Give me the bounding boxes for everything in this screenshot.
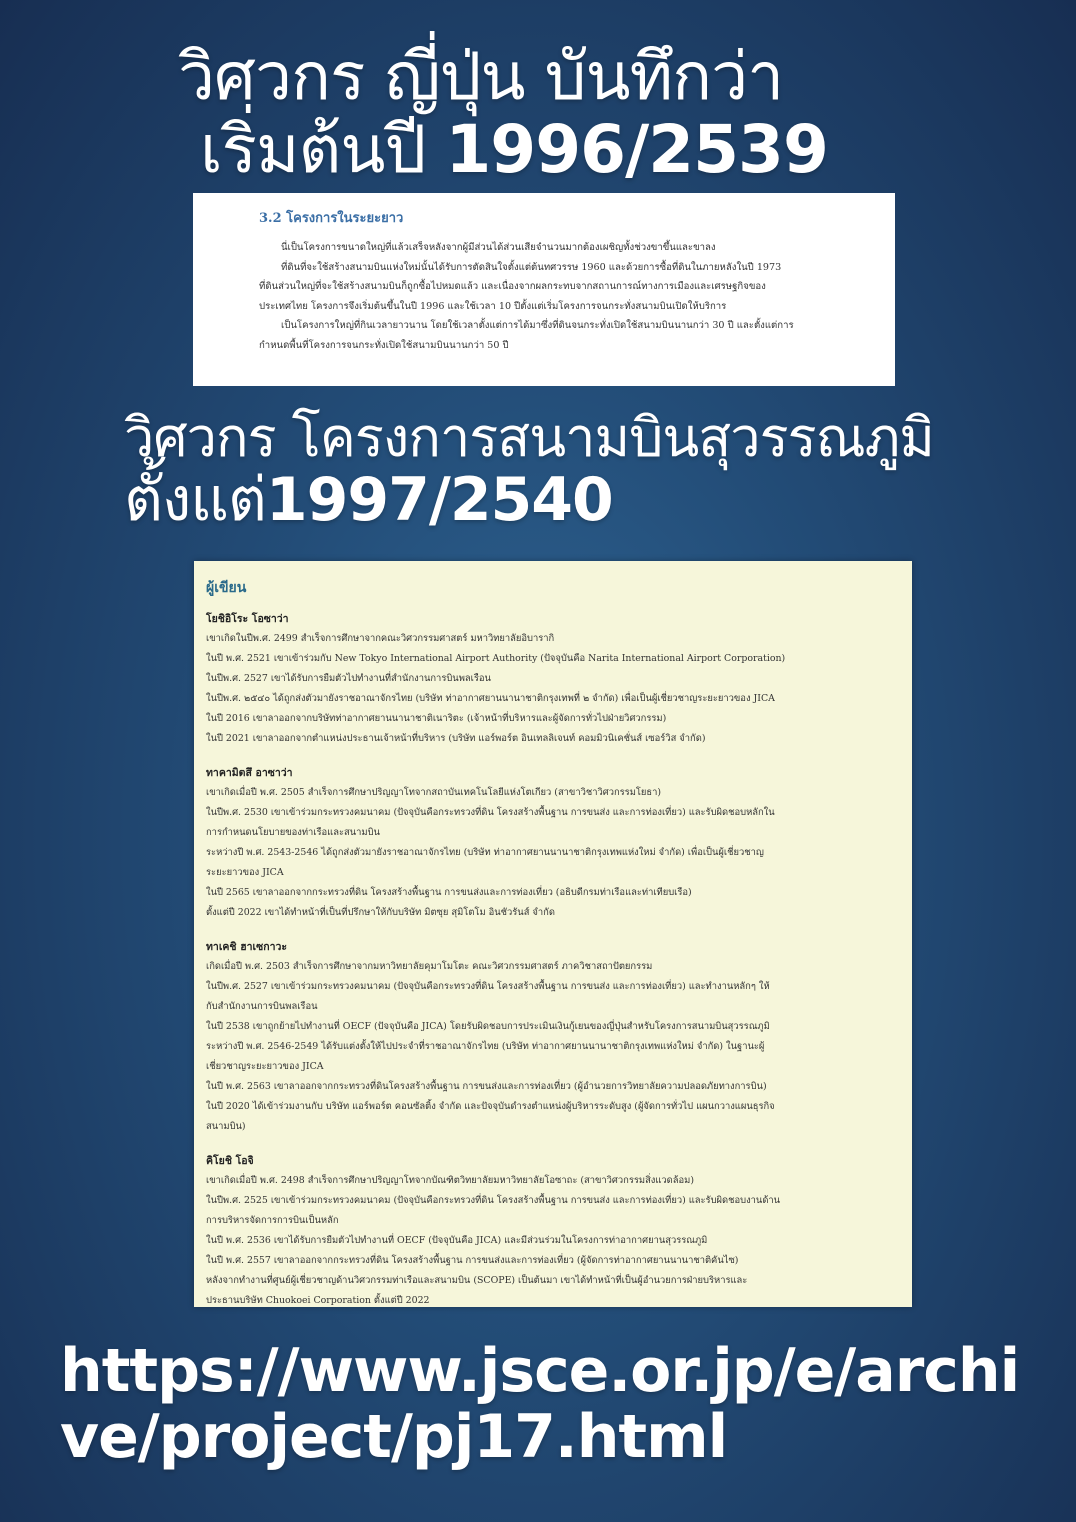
author-block: [206, 1151, 902, 1311]
excerpt-line: ที่ดินส่วนใหญ่ที่จะใช้สร้างสนามบินก็ถูกซื้อไปหมดแล้ว และเนื่องจากผลกระทบจากสถานการณ์ทางการเมืองและเศรษฐกิจของ: [259, 281, 766, 292]
excerpt-section-title: 3.2 โครงการในระยะยาว: [259, 211, 404, 226]
author-bio-line: เชี่ยวชาญระยะยาวของ JICA: [206, 1061, 324, 1072]
author-bio-line: ในปี 2020 ได้เข้าร่วมงานกับ บริษัท แอร์พอร์ต คอนซัลติ้ง จำกัด และปัจจุบันดำรงตำแหน่งผู้บริหารระดับสูง (ผู้จัดการทั่วไป แผนกวางแผนธุรกิจ: [206, 1101, 775, 1112]
author-bio-line: ระหว่างปี พ.ศ. 2543-2546 ได้ถูกส่งตัวมายังราชอาณาจักรไทย (บริษัท ท่าอากาศยานนานาชาติกรุงเทพแห่งใหม่ จำกัด) เพื่อเป็นผู้เชี่ยวชาญ: [206, 847, 764, 858]
author-bio-line: ในปีพ.ศ. 2530 เขาเข้าร่วมกระทรวงคมนาคม (ปัจจุบันคือกระทรวงที่ดิน โครงสร้างพื้นฐาน การขนส่ง และการท่องเที่ยว) และรับผิดชอบหลักใน: [206, 807, 775, 818]
author-name: คิโยชิ โอจิ: [206, 1155, 254, 1167]
excerpt-line: กำหนดพื้นที่โครงการจนกระทั่งเปิดใช้สนามบินนานกว่า 50 ปี: [259, 339, 509, 351]
excerpt-line: เป็นโครงการใหญ่ที่กินเวลายาวนาน โดยใช้เวลาตั้งแต่การได้มาซึ่งที่ดินจนกระทั่งเปิดใช้สนามบินนานกว่า 30 ปี และตั้งแต่การ: [281, 320, 794, 331]
headline-suvarnabhumi-engineer: [124, 405, 934, 471]
author-bio-line: ในปี พ.ศ. 2557 เขาลาออกจากกระทรวงที่ดิน โครงสร้างพื้นฐาน การขนส่งและการท่องเที่ยว (ผู้จัดการท่าอากาศยานนานาชาติคันไซ): [206, 1255, 739, 1266]
authors-heading: ผู้เขียน: [206, 580, 247, 596]
author-bio-line: ตั้งแต่ปี 2022 เขาได้ทำหน้าที่เป็นที่ปรึกษาให้กับบริษัท มิตซุย สุมิโตโม อินชัวรันส์ จำกัด: [206, 907, 555, 918]
author-bio-line: เขาเกิดเมื่อปี พ.ศ. 2505 สำเร็จการศึกษาปริญญาโทจากสถาบันเทคโนโลยีแห่งโตเกียว (สาขาวิชาวิศวกรรมโยธา): [206, 787, 662, 798]
authors-card: [194, 561, 912, 1307]
headline-1-line-2-prefix: เริ่มต้นปี: [200, 111, 446, 188]
author-bio-line: การบริหารจัดการการบินเป็นหลัก: [206, 1215, 339, 1226]
author-bio-line: ในปี 2021 เขาลาออกจากตำแหน่งประธานเจ้าหน้าที่บริหาร (บริษัท แอร์พอร์ต อินเทลลิเจนท์ คอมมิวนิเคชั่นส์ เซอร์วิส จำกัด): [206, 733, 706, 744]
headline-1-line-1: วิศวกร ญี่ปุ่น บันทึกว่า: [178, 38, 784, 115]
author-bio-line: ในปี พ.ศ. 2563 เขาลาออกจากกระทรวงที่ดินโครงสร้างพื้นฐาน การขนส่งและการท่องเที่ยว (ผู้อำนวยการวิทยาลัยความปลอดภัยทางการบิน): [206, 1081, 767, 1092]
author-bio-line: ประธานบริษัท Chuokoei Corporation ตั้งแต่ปี 2022: [206, 1295, 430, 1306]
author-name: โยชิอิโระ โอซาว่า: [206, 613, 289, 625]
headline-2-line-1: วิศวกร โครงการสนามบินสุวรรณภูมิ: [124, 406, 934, 469]
excerpt-line: ประเทศไทย โครงการจึงเริ่มต้นขึ้นในปี 1996 และใช้เวลา 10 ปีตั้งแต่เริ่มโครงการจนกระทั่งสนามบินเปิดให้บริการ: [259, 300, 727, 312]
author-bio-line: เกิดเมื่อปี พ.ศ. 2503 สำเร็จการศึกษาจากมหาวิทยาลัยคุมาโมโตะ คณะวิศวกรรมศาสตร์ ภาควิชาสถาปัตยกรรม: [206, 961, 653, 972]
headline-since-year: [124, 465, 613, 535]
author-bio-line: ในปีพ.ศ. 2525 เขาเข้าร่วมกระทรวงคมนาคม (ปัจจุบันคือกระทรวงที่ดิน โครงสร้างพื้นฐาน การขนส่ง และการท่องเที่ยว) และรับผิดชอบงานด้าน: [206, 1195, 781, 1206]
author-bio-line: ในปี 2016 เขาลาออกจากบริษัทท่าอากาศยานนานาชาติเนาริตะ (เจ้าหน้าที่บริหารและผู้จัดการทั่วไปฝ่ายวิศวกรรม): [206, 713, 667, 724]
author-bio-line: ในปีพ.ศ. 2527 เขาได้รับการยืมตัวไปทำงานที่สำนักงานการบินพลเรือน: [206, 673, 491, 684]
author-block: [206, 937, 902, 1137]
author-bio-line: เขาเกิดเมื่อปี พ.ศ. 2498 สำเร็จการศึกษาปริญญาโทจากบัณฑิตวิทยาลัยมหาวิทยาลัยโอซาถะ (สาขาวิศวกรรมสิ่งแวดล้อม): [206, 1175, 694, 1186]
author-bio-line: ในปีพ.ศ. 2527 เขาเข้าร่วมกระทรวงคมนาคม (ปัจจุบันคือกระทรวงที่ดิน โครงสร้างพื้นฐาน การขนส่ง และการท่องเที่ยว) และทำงานหลักๆ ให้: [206, 981, 770, 992]
author-name: ทาคามิตสึ อาซาว่า: [206, 767, 293, 779]
source-url-line-1: https://www.jsce.or.jp/e/archi: [60, 1336, 1020, 1406]
headline-1-year: 1996/2539: [445, 111, 828, 188]
headline-2-line-2-prefix: ตั้งแต่: [124, 465, 266, 535]
author-bio-line: ระหว่างปี พ.ศ. 2546-2549 ได้รับแต่งตั้งให้ไปประจำที่ราชอาณาจักรไทย (บริษัท ท่าอากาศยานนานาชาติกรุงเทพแห่งใหม่ จำกัด) ในฐานะผู้: [206, 1041, 765, 1052]
author-bio-line: สนามบิน): [206, 1121, 246, 1132]
author-bio-line: การกำหนดนโยบายของท่าเรือและสนามบิน: [206, 827, 380, 838]
author-bio-line: กับสำนักงานการบินพลเรือน: [206, 1001, 318, 1012]
excerpt-line: นี่เป็นโครงการขนาดใหญ่ที่แล้วเสร็จหลังจากผู้มีส่วนได้ส่วนเสียจำนวนมากต้องเผชิญทั้งช่วงขาขึ้นและขาลง: [281, 242, 716, 253]
author-block: [206, 763, 902, 923]
source-url-line-2: ve/project/pj17.html: [60, 1402, 728, 1472]
headline-japanese-engineer: [178, 40, 783, 114]
author-block: [206, 609, 902, 749]
author-bio-line: ระยะยาวของ JICA: [206, 867, 284, 878]
author-bio-line: เขาเกิดในปีพ.ศ. 2499 สำเร็จการศึกษาจากคณะวิศวกรรมศาสตร์ มหาวิทยาลัยอิบารากิ: [206, 633, 555, 644]
headline-start-year: [200, 112, 828, 188]
author-bio-line: ในปี 2565 เขาลาออกจากกระทรวงที่ดิน โครงสร้างพื้นฐาน การขนส่งและการท่องเที่ยว (อธิบดีกรมท่าเรือและท่าเทียบเรือ): [206, 887, 692, 898]
source-url: [60, 1338, 1040, 1470]
author-bio-line: ในปี 2538 เขาถูกย้ายไปทำงานที่ OECF (ปัจจุบันคือ JICA) โดยรับผิดชอบการประเมินเงินกู้เยนของญี่ปุ่นสำหรับโครงการสนามบินสุวรรณภูมิ: [206, 1021, 770, 1032]
author-name: ทาเคชิ ฮาเซกาวะ: [206, 941, 288, 953]
author-bio-line: หลังจากทำงานที่ศูนย์ผู้เชี่ยวชาญด้านวิศวกรรมท่าเรือและสนามบิน (SCOPE) เป็นต้นมา เขาได้ทำหน้าที่เป็นผู้อำนวยการฝ่ายบริหารและ: [206, 1275, 748, 1286]
headline-2-year: 1997/2540: [265, 465, 613, 535]
author-bio-line: ในปีพ.ศ. ๒๕๔๐ ได้ถูกส่งตัวมายังราชอาณาจักรไทย (บริษัท ท่าอากาศยานนานาชาติกรุงเทพที่ ๒ จำกัด) เพื่อเป็นผู้เชี่ยวชาญระยะยาวของ JICA: [206, 693, 775, 704]
document-excerpt-card: [193, 193, 895, 386]
author-bio-line: ในปี พ.ศ. 2521 เขาเข้าร่วมกับ New Tokyo International Airport Authority (ปัจจุบันคือ Narita International Airport Corporation): [206, 653, 786, 664]
excerpt-line: ที่ดินที่จะใช้สร้างสนามบินแห่งใหม่นั้นได้รับการตัดสินใจตั้งแต่ต้นทศวรรษ 1960 และด้วยการซื้อที่ดินในภายหลังในปี 1973: [281, 261, 782, 273]
author-bio-line: ในปี พ.ศ. 2536 เขาได้รับการยืมตัวไปทำงานที่ OECF (ปัจจุบันคือ JICA) และมีส่วนร่วมในโครงการท่าอากาศยานสุวรรณภูมิ: [206, 1235, 708, 1246]
